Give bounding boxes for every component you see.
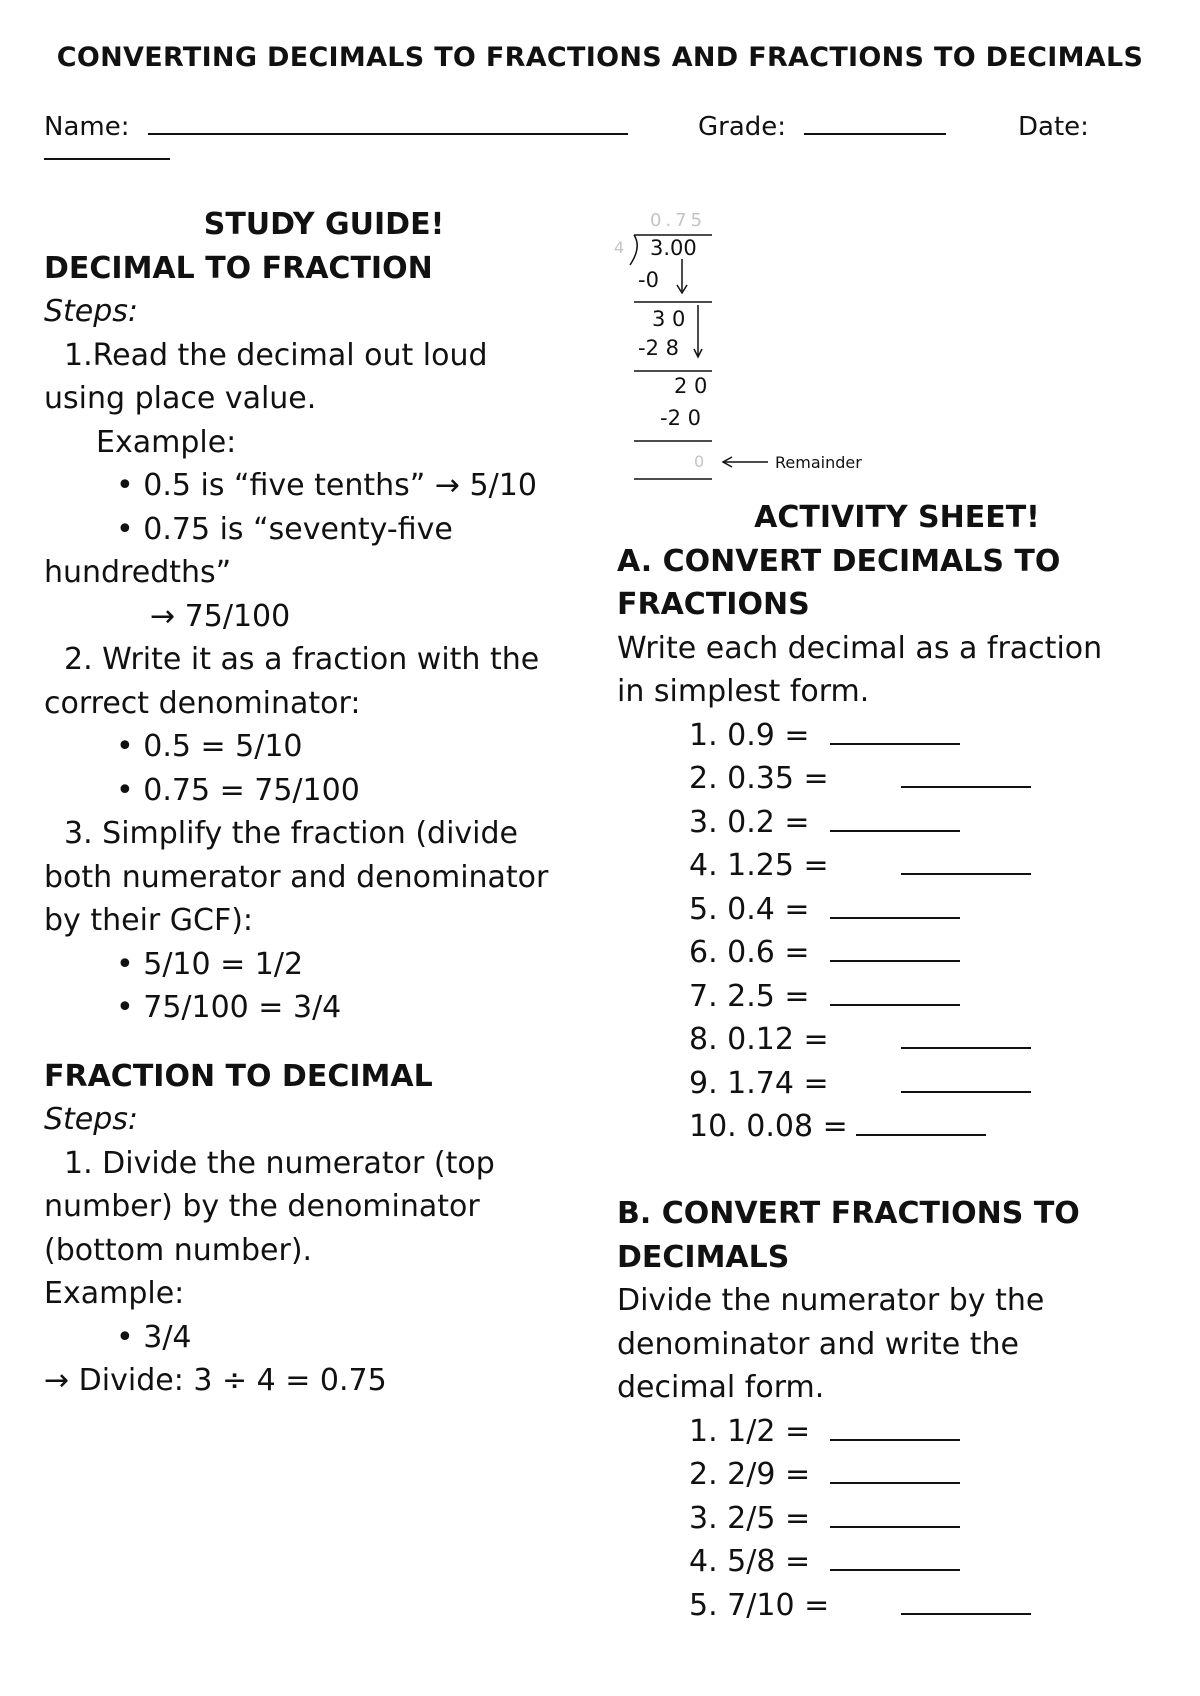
question-text: 1. 0.9 = xyxy=(689,717,810,753)
division-bracket xyxy=(630,235,637,265)
part-b-heading: B. CONVERT FRACTIONS TO xyxy=(617,1196,1080,1231)
answer-blank[interactable] xyxy=(830,721,960,745)
question-item xyxy=(617,888,1177,932)
question-text: 4. 5/8 = xyxy=(689,1544,811,1579)
answer-blank[interactable] xyxy=(901,1069,1031,1093)
step-row: -2 0 xyxy=(660,406,701,430)
dividend-text: 3.00 xyxy=(650,236,697,260)
question-text: 2. 0.35 = xyxy=(689,761,829,796)
question-item xyxy=(617,1497,1177,1541)
bullet-item: • 5/10 = 1/2 xyxy=(116,946,304,982)
question-item xyxy=(617,1062,1177,1106)
question-text: 4. 1.25 = xyxy=(689,848,829,883)
question-text: 5. 0.4 = xyxy=(689,891,810,927)
example-item: • 3/4 xyxy=(116,1319,192,1355)
question-text: 3. 0.2 = xyxy=(689,804,810,840)
question-item xyxy=(617,1018,1177,1062)
answer-blank[interactable] xyxy=(830,1417,960,1441)
example-item: • 0.75 is “seventy-five xyxy=(116,511,453,547)
step-text: 3. Simplify the fraction (divide xyxy=(64,816,519,851)
example-label: Example: xyxy=(44,1276,185,1311)
answer-blank[interactable] xyxy=(830,1547,960,1571)
step-text: correct denominator: xyxy=(44,685,361,721)
question-item xyxy=(617,1410,1177,1454)
answer-blank[interactable] xyxy=(830,895,960,919)
example-item: → 75/100 xyxy=(150,598,291,634)
grade-field[interactable] xyxy=(698,112,946,142)
part-a-heading: A. CONVERT DECIMALS TO xyxy=(617,543,1061,579)
question-item xyxy=(617,1584,1177,1628)
steps-label: Steps: xyxy=(44,1102,139,1137)
long-division-diagram xyxy=(610,205,910,485)
answer-blank[interactable] xyxy=(830,982,960,1006)
answer-blank[interactable] xyxy=(856,1112,986,1136)
name-blank[interactable] xyxy=(148,133,628,135)
step-text: using place value. xyxy=(44,381,317,416)
remainder-label: Remainder xyxy=(775,453,862,472)
date-label: Date: xyxy=(1018,112,1089,142)
question-text: 6. 0.6 = xyxy=(689,935,810,970)
part-b-instructions: denominator and write the xyxy=(617,1326,1019,1362)
part-b-instructions: decimal form. xyxy=(617,1370,825,1405)
step-text: number) by the denominator xyxy=(44,1189,480,1224)
answer-blank[interactable] xyxy=(901,851,1031,875)
question-text: 5. 7/10 = xyxy=(689,1587,830,1623)
step-text: both numerator and denominator xyxy=(44,859,549,895)
question-item xyxy=(617,975,1177,1019)
question-text: 9. 1.74 = xyxy=(689,1065,829,1101)
bullet-item: • 0.75 = 75/100 xyxy=(116,772,360,808)
question-item xyxy=(617,1105,1177,1149)
part-a-heading: FRACTIONS xyxy=(617,587,810,622)
step-text: 1. Divide the numerator (top xyxy=(64,1145,495,1181)
divisor-text: 4 xyxy=(614,238,625,257)
question-item xyxy=(617,714,1177,758)
question-item xyxy=(617,801,1177,845)
part-b-heading: DECIMALS xyxy=(617,1239,790,1275)
date-blank[interactable] xyxy=(44,158,170,160)
activity-heading: ACTIVITY SHEET! xyxy=(754,500,1040,535)
example-label: Example: xyxy=(96,424,237,460)
activity-sheet xyxy=(617,496,1177,1627)
step-row: 3 0 xyxy=(652,307,686,331)
answer-blank[interactable] xyxy=(901,764,1031,788)
study-guide-heading: STUDY GUIDE! xyxy=(203,207,445,242)
answer-blank[interactable] xyxy=(830,938,960,962)
step-text: by their GCF): xyxy=(44,903,254,938)
answer-blank[interactable] xyxy=(901,1025,1031,1049)
steps-label: Steps: xyxy=(44,294,139,329)
question-text: 3. 2/5 = xyxy=(689,1500,811,1536)
answer-blank[interactable] xyxy=(830,1504,960,1528)
dec-to-frac-heading: DECIMAL TO FRACTION xyxy=(44,250,433,286)
study-guide xyxy=(44,203,604,1403)
example-item: hundredths” xyxy=(44,555,232,590)
question-item xyxy=(617,931,1177,975)
frac-to-dec-heading: FRACTION TO DECIMAL xyxy=(44,1058,433,1094)
quotient-text: 0.75 xyxy=(650,210,707,231)
step-text: 1.Read the decimal out loud xyxy=(64,337,488,373)
grade-blank[interactable] xyxy=(804,133,946,135)
question-item xyxy=(617,757,1177,801)
question-text: 10. 0.08 = xyxy=(689,1109,848,1144)
example-item: → Divide: 3 ÷ 4 = 0.75 xyxy=(44,1363,387,1398)
name-field[interactable] xyxy=(44,112,628,142)
name-label: Name: xyxy=(44,112,130,142)
question-item xyxy=(617,844,1177,888)
question-text: 2. 2/9 = xyxy=(689,1457,811,1492)
question-item xyxy=(617,1540,1177,1584)
question-text: 7. 2.5 = xyxy=(689,978,810,1014)
answer-blank[interactable] xyxy=(901,1591,1031,1615)
step-row: -0 xyxy=(638,268,659,292)
question-item xyxy=(617,1453,1177,1497)
answer-blank[interactable] xyxy=(830,808,960,832)
step-text: (bottom number). xyxy=(44,1232,313,1268)
question-text: 8. 0.12 = xyxy=(689,1022,829,1057)
example-item: • 0.5 is “five tenths” → 5/10 xyxy=(116,468,537,503)
worksheet-title: CONVERTING DECIMALS TO FRACTIONS AND FRACTIONS TO DECIMALS xyxy=(56,42,1144,73)
part-a-instructions: in simplest form. xyxy=(617,674,870,709)
remainder-value: 0 xyxy=(694,452,705,471)
bullet-item: • 0.5 = 5/10 xyxy=(116,729,303,764)
grade-label: Grade: xyxy=(698,112,787,142)
bullet-item: • 75/100 = 3/4 xyxy=(116,990,342,1025)
step-row: -2 8 xyxy=(638,336,679,360)
question-text: 1. 1/2 = xyxy=(689,1413,811,1449)
part-a-instructions: Write each decimal as a fraction xyxy=(617,630,1103,666)
part-b-instructions: Divide the numerator by the xyxy=(617,1283,1045,1318)
step-text: 2. Write it as a fraction with the xyxy=(64,642,540,677)
step-row: 2 0 xyxy=(674,374,708,398)
answer-blank[interactable] xyxy=(830,1460,960,1484)
